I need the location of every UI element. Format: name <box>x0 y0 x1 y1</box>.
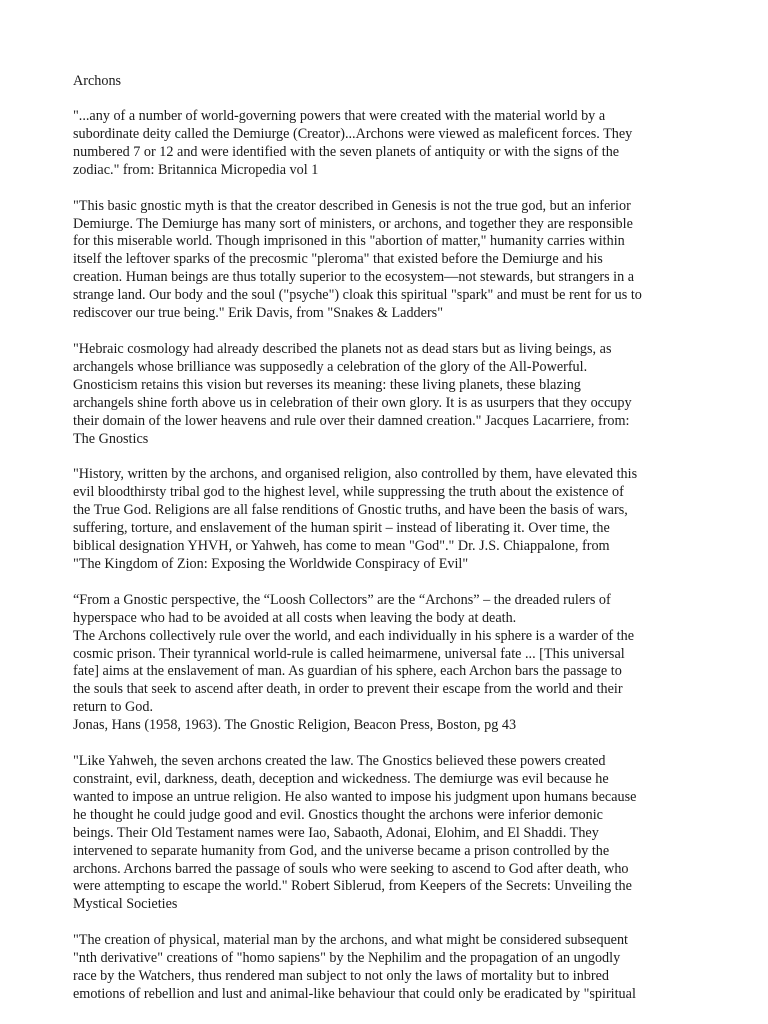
text-line: "This basic gnostic myth is that the creator described in Genesis is not the true god, but an inferior <box>73 197 631 214</box>
text-line: race by the Watchers, thus rendered man subject to not only the laws of mortality but to inbred <box>73 968 609 985</box>
document-title: Archons <box>73 73 122 89</box>
text-line: "The creation of physical, material man by the archons, and what might be considered subsequent <box>73 932 628 949</box>
text-line: Demiurge. The Demiurge has many sort of ministers, or archons, and together they are responsible <box>73 215 633 232</box>
text-line: strange land. Our body and the soul ("psyche") cloak this spiritual "spark" and must be rent for us to <box>73 287 642 304</box>
text-line: for this miserable world. Though imprisoned in this "abortion of matter," humanity carries within <box>73 233 625 250</box>
text-line: "nth derivative" creations of "homo sapiens" by the Nephilim and the propagation of an ungodly <box>73 950 621 967</box>
quote-paragraph <box>73 592 692 735</box>
text-line: rediscover our true being." Erik Davis, from "Snakes & Ladders" <box>73 305 443 322</box>
text-line: constraint, evil, darkness, death, deception and wickedness. The demiurge was evil because he <box>73 771 609 787</box>
text-line: evil bloodthirsty tribal god to the highest level, while suppressing the truth about the existence of <box>73 484 624 501</box>
text-line: beings. Their Old Testament names were Iao, Sabaoth, Adonai, Elohim, and El Shaddi. They <box>73 824 599 841</box>
text-line: hyperspace who had to be avoided at all costs when leaving the body at death. <box>73 609 517 626</box>
text-line: subordinate deity called the Demiurge (Creator)...Archons were viewed as maleficent forces. They <box>73 125 633 142</box>
document-body <box>73 108 692 1004</box>
text-line: archangels whose brilliance was supposedly a celebration of the glory of the All-Powerful. <box>73 358 588 375</box>
text-line: the souls that seek to ascend after death, in order to prevent their escape from the world and their <box>73 681 623 698</box>
quote-paragraph <box>73 466 692 573</box>
text-line: archons. Archons barred the passage of souls who were seeking to ascend to God after death, who <box>73 860 629 877</box>
text-line: suffering, torture, and enslavement of the human spirit – instead of liberating it. Over time, the <box>73 520 610 537</box>
text-line: itself the leftover sparks of the precosmic "pleroma" that existed before the Demiurge and his <box>73 251 603 268</box>
text-line: “From a Gnostic perspective, the “Loosh Collectors” are the “Archons” – the dreaded rulers of <box>73 591 611 608</box>
text-line: he thought he could judge good and evil. Gnostics thought the archons were inferior demonic <box>73 806 603 823</box>
quote-paragraph <box>73 932 692 1004</box>
text-line: biblical designation YHVH, or Yahweh, has come to mean "God"." Dr. J.S. Chiappalone, from <box>73 538 610 555</box>
text-line: numbered 7 or 12 and were identified with the seven planets of antiquity or with the signs of the <box>73 143 620 160</box>
quote-paragraph <box>73 341 692 448</box>
text-line: wanted to impose an untrue religion. He also wanted to impose his judgment upon humans because <box>73 788 637 805</box>
text-line: "Hebraic cosmology had already described the planets not as dead stars but as living beings, as <box>73 340 612 357</box>
text-line: their domain of the lower heavens and rule over their damned creation." Jacques Lacarriere, from: <box>73 412 630 429</box>
text-line: Gnosticism retains this vision but reverses its meaning: these living planets, these blazing <box>73 376 581 393</box>
text-line: return to God. <box>73 699 153 716</box>
text-line: "...any of a number of world-governing powers that were created with the material world by a <box>73 108 606 124</box>
text-line: "Like Yahweh, the seven archons created the law. The Gnostics believed these powers created <box>73 753 606 770</box>
text-line: The Archons collectively rule over the world, and each individually in his sphere is a warder of the <box>73 627 635 644</box>
text-line: were attempting to escape the world." Robert Siblerud, from Keepers of the Secrets: Unveiling the <box>73 878 632 895</box>
text-line: creation. Human beings are thus totally superior to the ecosystem—not stewards, but strangers in a <box>73 269 635 286</box>
quote-paragraph <box>73 198 692 323</box>
text-line: intervened to separate humanity from God, and the universe became a prison controlled by the <box>73 842 610 859</box>
text-line: Mystical Societies <box>73 896 178 913</box>
text-line: "History, written by the archons, and organised religion, also controlled by them, have elevated this <box>73 466 638 483</box>
text-line: emotions of rebellion and lust and animal-like behaviour that could only be eradicated by "spiritual <box>73 985 636 1002</box>
text-line: cosmic prison. Their tyrannical world-rule is called heimarmene, universal fate ... [This universal <box>73 645 625 662</box>
quote-paragraph <box>73 108 692 180</box>
text-line: archangels shine forth above us in celebration of their own glory. It is as usurpers that they occupy <box>73 394 632 411</box>
text-line: Jonas, Hans (1958, 1963). The Gnostic Religion, Beacon Press, Boston, pg 43 <box>73 717 517 734</box>
text-line: the True God. Religions are all false renditions of Gnostic truths, and have been the basis of wars, <box>73 502 628 519</box>
text-line: The Gnostics <box>73 430 149 447</box>
text-line: zodiac." from: Britannica Micropedia vol 1 <box>73 161 319 178</box>
text-line: "The Kingdom of Zion: Exposing the Worldwide Conspiracy of Evil" <box>73 555 469 572</box>
text-line: fate] aims at the enslavement of man. As guardian of his sphere, each Archon bars the passage to <box>73 663 622 680</box>
quote-paragraph <box>73 753 692 914</box>
